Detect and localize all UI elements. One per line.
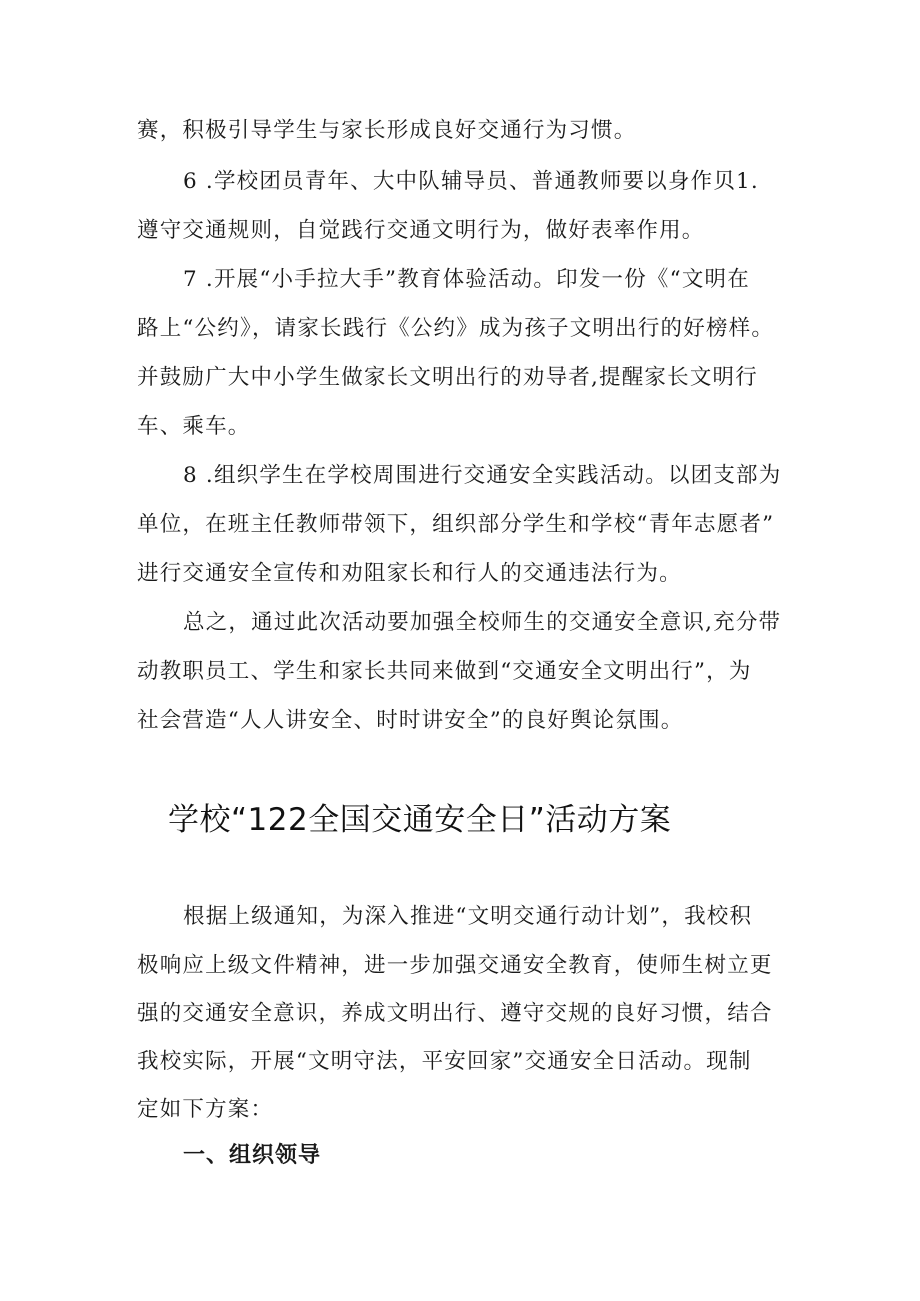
paragraph-line: 遵守交通规则，自觉践行交通文明行为，做好表率作用。 bbox=[137, 218, 705, 243]
paragraph-line: 根据上级通知，为深入推进“文明交通行动计划”，我校积 bbox=[183, 904, 753, 929]
paragraph-line: 路上“公约》，请家长践行《公约》成为孩子文明出行的好榜样。 bbox=[137, 316, 775, 341]
paragraph-line: 强的交通安全意识，养成文明出行、遵守交规的良好习惯，结合 bbox=[137, 1001, 773, 1026]
paragraph-line: 我校实际，开展“文明守法，平安回家”交通安全日活动。现制 bbox=[137, 1049, 752, 1074]
paragraph-line: 车、乘车。 bbox=[137, 414, 251, 439]
section-title: 学校“122全国交通安全日”活动方案 bbox=[168, 802, 672, 838]
paragraph-line: 7 .开展“小手拉大手”教育体验活动。印发一份《“文明在 bbox=[183, 267, 750, 292]
paragraph-line: 单位，在班主任教师带领下，组织部分学生和学校“青年志愿者” bbox=[137, 512, 775, 537]
paragraph-line: 极响应上级文件精神，进一步加强交通安全教育，使师生树立更 bbox=[137, 953, 773, 978]
paragraph-line: 6 .学校团员青年、大中队辅导员、普通教师要以身作贝1. bbox=[183, 169, 759, 194]
paragraph-line: 进行交通安全宣传和劝阻家长和行人的交通违法行为。 bbox=[137, 561, 682, 586]
subsection-heading: 一、组织领导 bbox=[183, 1143, 322, 1168]
paragraph-line: 8 .组织学生在学校周围进行交通安全实践活动。以团支部为 bbox=[183, 463, 782, 488]
paragraph-line: 赛，积极引导学生与家长形成良好交通行为习惯。 bbox=[137, 118, 637, 143]
paragraph-line: 总之，通过此次活动要加强全校师生的交通安全意识,充分带 bbox=[183, 610, 782, 635]
paragraph-line: 并鼓励广大中小学生做家长文明出行的劝导者,提醒家长文明行 bbox=[137, 365, 758, 390]
paragraph-line: 定如下方案： bbox=[137, 1097, 274, 1122]
paragraph-line: 社会营造“人人讲安全、时时讲安全”的良好舆论氛围。 bbox=[137, 708, 684, 733]
paragraph-line: 动教职员工、学生和家长共同来做到“交通安全文明出行”，为 bbox=[137, 659, 752, 684]
